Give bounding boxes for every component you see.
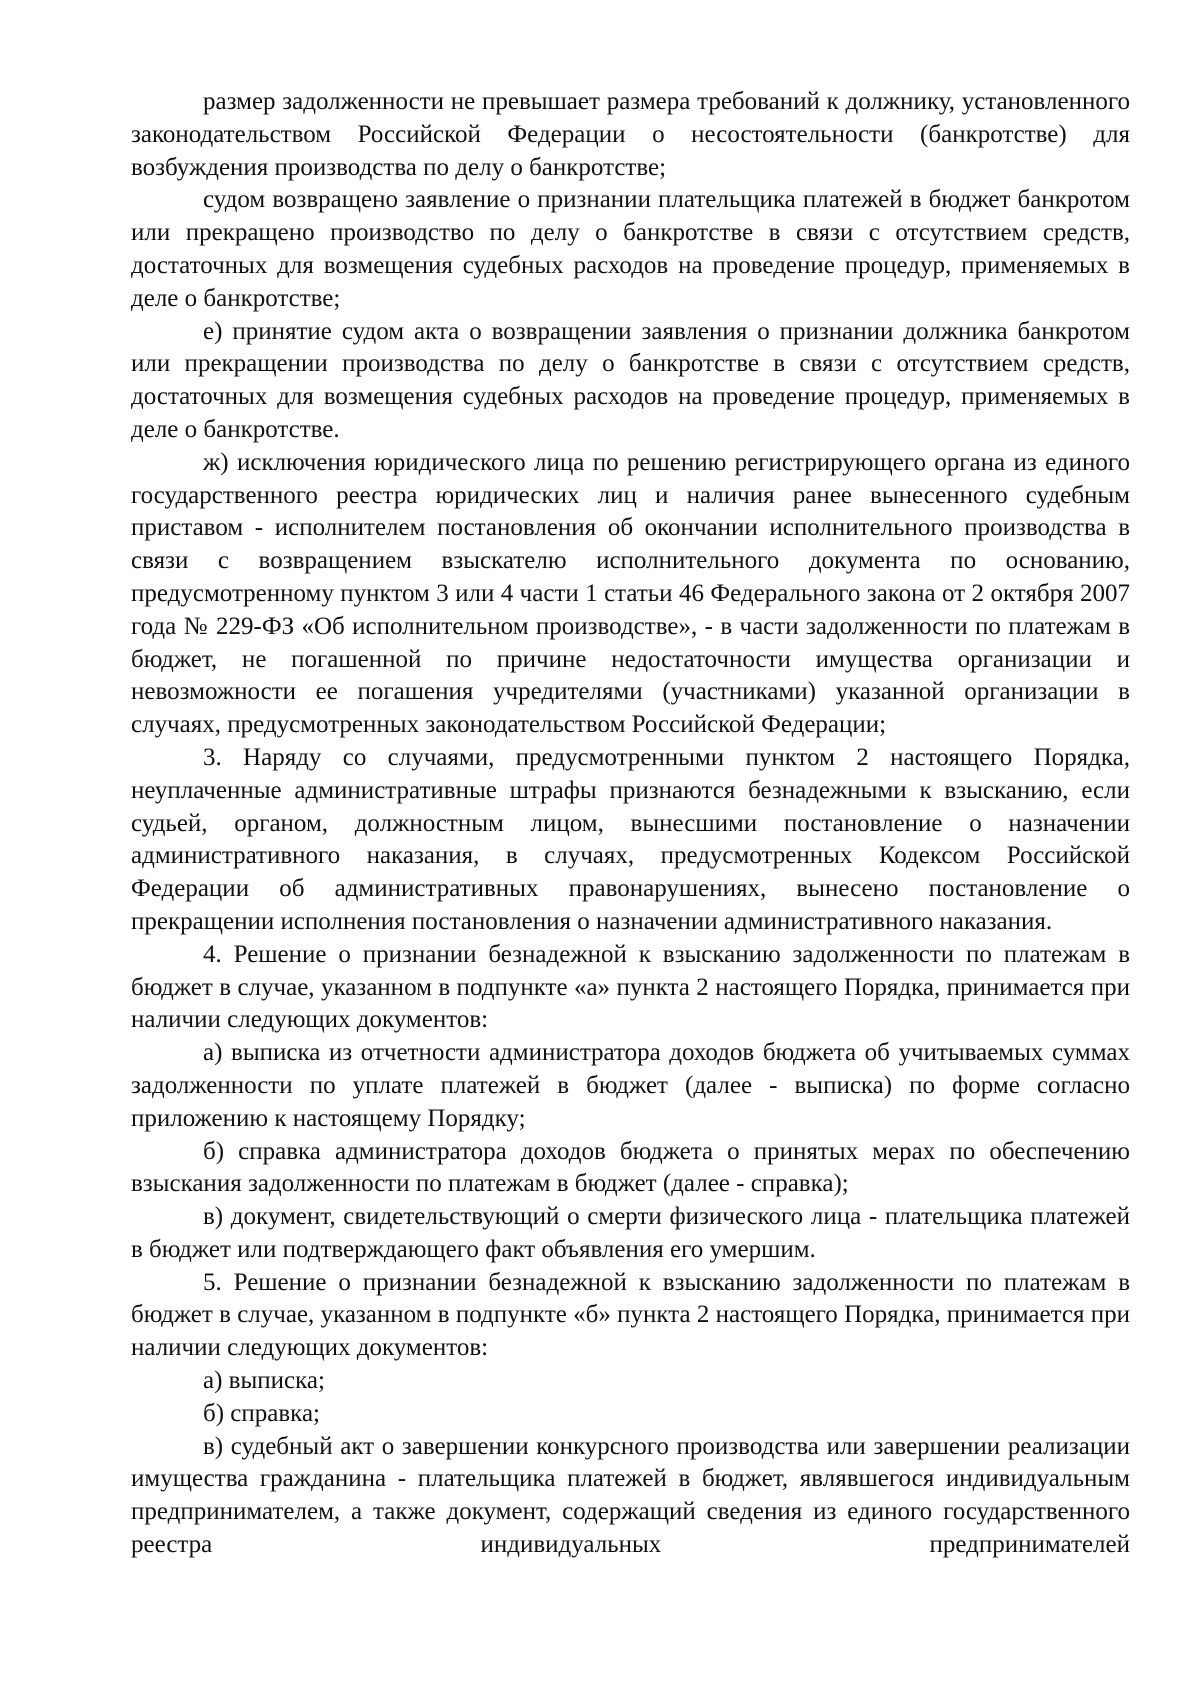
paragraph-section-4: 4. Решение о признании безнадежной к взысканию задолженности по платежам в бюджет в случае, указанном в подпункте «а» пункта 2 настоящего Порядка, принимается при наличии следующих документов: (131, 940, 1130, 1034)
paragraph-section-4-item-v: в) документ, свидетельствующий о смерти физического лица - плательщика платежей в бюджет или подтверждающего факт объявления его умершим. (131, 1203, 1130, 1263)
paragraph-debt-threshold: размер задолженности не превышает размера требований к должнику, установленного законодательством Российской Федерации о несостоятельности (банкротстве) для возбуждения производства по делу о банкротстве; (131, 88, 1130, 181)
paragraph-court-returned-application: судом возвращено заявление о признании плательщика платежей в бюджет банкротом или прекращено производство по делу о банкротстве в связи с отсутствием средств, достаточных для возмещения судебных расходов на проведение процедур, применяемых в деле о банкротстве; (131, 186, 1130, 312)
paragraph-section-5-item-v: в) судебный акт о завершении конкурсного производства или завершении реализации имущества гражданина - плательщика платежей в бюджет, являвшегося индивидуальным предпринимателем, а также документ, содержащий сведения из единого государственного реестра индивидуальных предпринимателей (131, 1432, 1130, 1559)
paragraph-section-5-item-b: б) справка; (203, 1399, 320, 1427)
paragraph-section-5: 5. Решение о признании безнадежной к взысканию задолженности по платежам в бюджет в случае, указанном в подпункте «б» пункта 2 настоящего Порядка, принимается при наличии следующих документов: (131, 1268, 1130, 1362)
paragraph-section-5-item-a: а) выписка; (203, 1367, 325, 1395)
paragraph-section-3: 3. Наряду со случаями, предусмотренными пунктом 2 настоящего Порядка, неуплаченные административные штрафы признаются безнадежными к взысканию, если судьей, органом, должностным лицом, вынесшими постановление о назначении административного наказания, в случаях, предусмотренных Кодексом Российской Федерации об административных правонарушениях, вынесено постановление о прекращении исполнения постановления о назначении административного наказания. (131, 743, 1130, 935)
paragraph-section-4-item-b: б) справка администратора доходов бюджета о принятых мерах по обеспечению взыскания задолженности по платежам в бюджет (далее - справка); (131, 1137, 1130, 1198)
paragraph-section-4-item-a: а) выписка из отчетности администратора доходов бюджета об учитываемых суммах задолженности по уплате платежей в бюджет (далее - выписка) по форме согласно приложению к настоящему Порядку; (131, 1039, 1130, 1132)
paragraph-item-zh: ж) исключения юридического лица по решению регистрирующего органа из единого государственного реестра юридических лиц и наличия ранее вынесенного судебным приставом - исполнителем постановления об окончании исполнительного производства в связи с возвращением взыскателю исполнительного документа по основанию, предусмотренному пунктом 3 или 4 части 1 статьи 46 Федерального закона от 2 октября 2007 года № 229-ФЗ «Об исполнительном производстве», - в части задолженности по платежам в бюджет, не погашенной по причине недостаточности имущества организации и невозможности ее погашения учредителями (участниками) указанной организации в случаях, предусмотренных законодательством Российской Федерации; (131, 448, 1130, 739)
paragraph-item-e: е) принятие судом акта о возвращении заявления о признании должника банкротом или прекращении производства по делу о банкротстве в связи с отсутствием средств, достаточных для возмещения судебных расходов на проведение процедур, применяемых в деле о банкротстве. (131, 317, 1130, 443)
